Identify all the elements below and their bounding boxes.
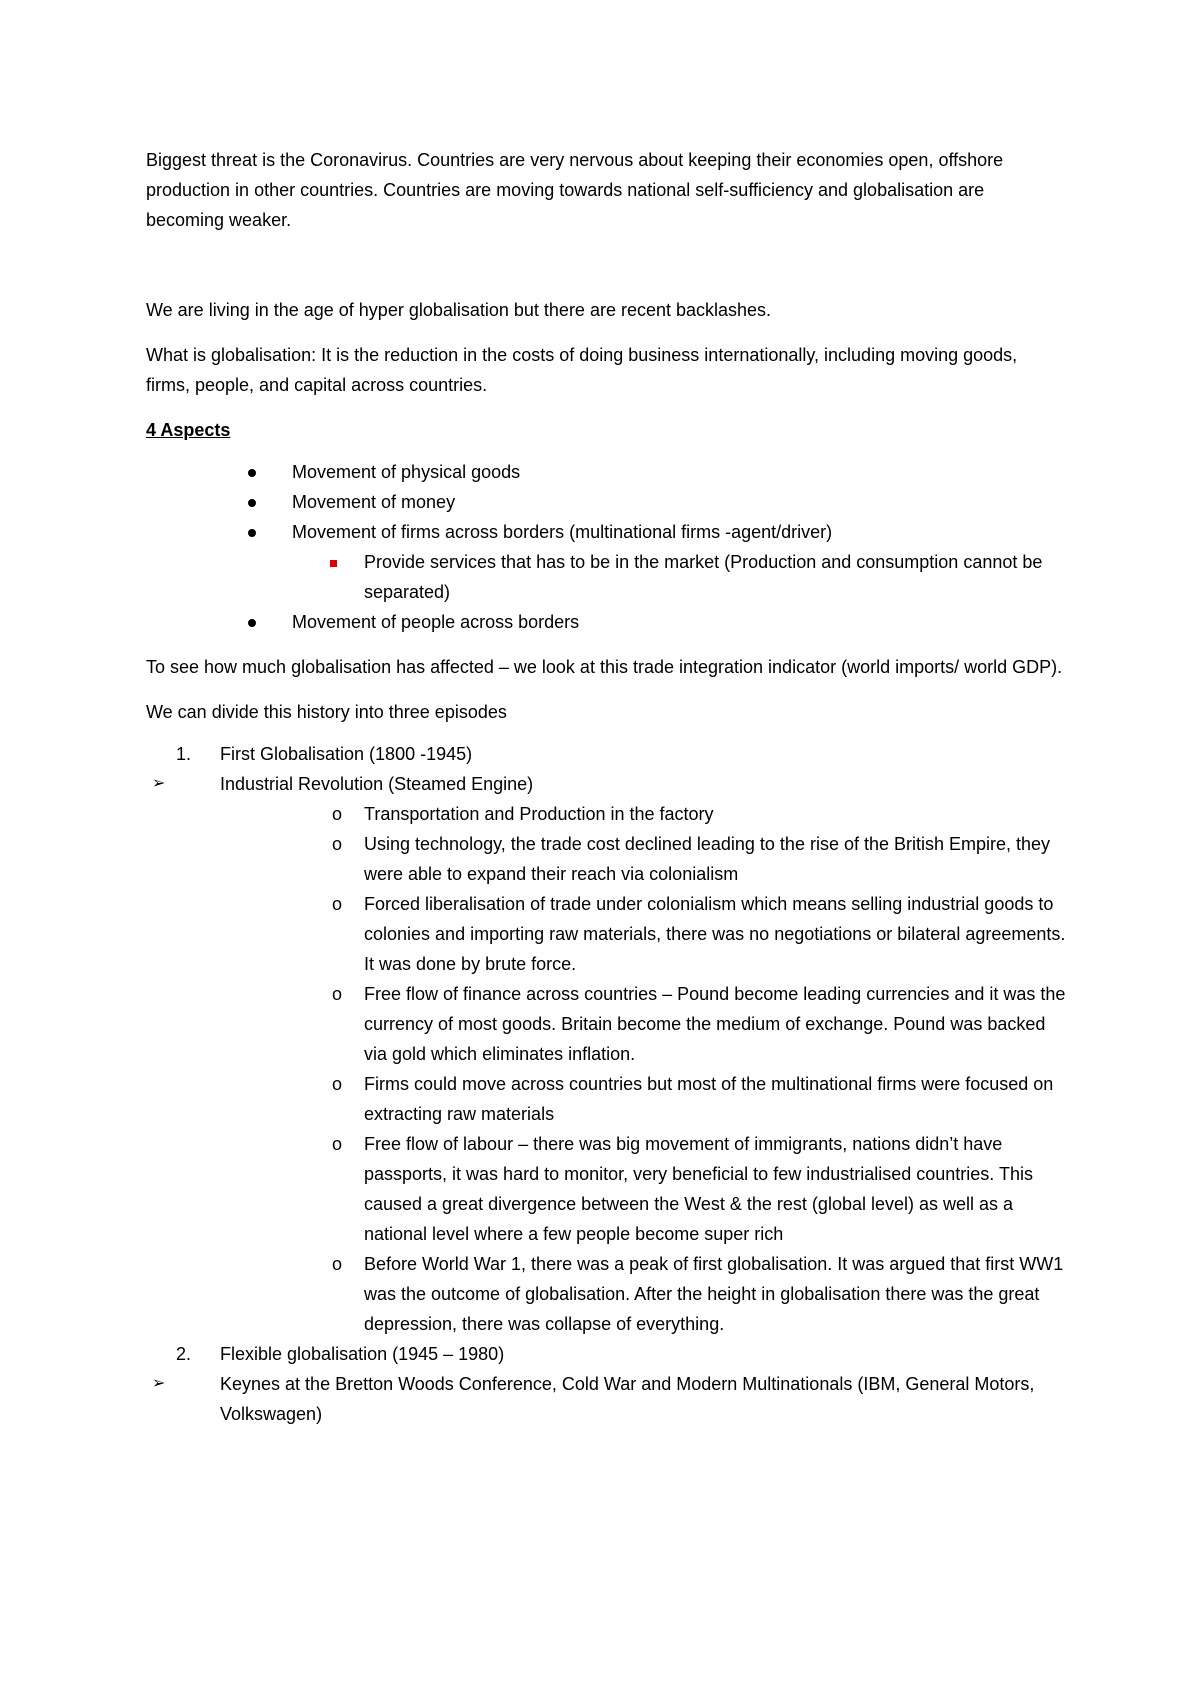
episode-point: o Before World War 1, there was a peak of first globalisation. It was argued that first WW1 was the outcome of globalisation. After the height in globalisation there was the great depression, there was collapse of everything. <box>146 1249 1066 1339</box>
document-body <box>146 145 1066 1429</box>
episode-point: o Firms could move across countries but most of the multinational firms were focused on extracting raw materials <box>146 1069 1066 1129</box>
episode-number: 2. <box>176 1344 192 1364</box>
circle-bullet-icon: o <box>332 1254 343 1274</box>
circle-bullet-icon: o <box>332 804 343 824</box>
episode-point: o Free flow of labour – there was big movement of immigrants, nations didn’t have passports, it was hard to monitor, very beneficial to few industrialised countries. This caused a great divergence between the West & the rest (global level) as well as a national level where a few people become super rich <box>146 1129 1066 1249</box>
heading-aspects: 4 Aspects <box>146 420 231 440</box>
circle-bullet-icon: o <box>332 1134 343 1154</box>
circle-bullet-icon: o <box>332 984 343 1004</box>
episode-point: o Forced liberalisation of trade under colonialism which means selling industrial goods to colonies and importing raw materials, there was no negotiations or bilateral agreements. It was done by brute force. <box>146 889 1066 979</box>
paragraph-trade-indicator: To see how much globalisation has affected – we look at this trade integration indicator (world imports/ world GDP). <box>146 657 1063 677</box>
episode-point: o Free flow of finance across countries – Pound become leading currencies and it was the currency of most goods. Britain become the medium of exchange. Pound was backed via gold which eliminates inflation. <box>146 979 1066 1069</box>
arrow-bullet-icon: ➢ <box>152 775 166 792</box>
aspects-list <box>146 457 1066 637</box>
episode-2: 2. Flexible globalisation (1945 – 1980) <box>146 1339 1066 1369</box>
circle-bullet-icon: o <box>332 894 343 914</box>
paragraph-definition: What is globalisation: It is the reduction in the costs of doing business internationally, including moving goods, firms, people, and capital across countries. <box>146 345 1018 395</box>
episode-2-topic: ➢ Keynes at the Bretton Woods Conference, Cold War and Modern Multinationals (IBM, General Motors, Volkswagen) <box>146 1369 1066 1429</box>
paragraph-hyper-globalisation: We are living in the age of hyper globalisation but there are recent backlashes. <box>146 300 772 320</box>
episode-point: o Transportation and Production in the factory <box>146 799 1066 829</box>
arrow-bullet-icon: ➢ <box>152 1375 166 1392</box>
episode-1-topic: ➢ Industrial Revolution (Steamed Engine) <box>146 769 1066 799</box>
bullet-icon <box>248 517 256 547</box>
list-item: Movement of physical goods <box>146 457 1066 487</box>
episode-number: 1. <box>176 744 192 764</box>
episodes-list <box>146 739 1066 1429</box>
list-item: Movement of firms across borders (multinational firms -agent/driver) <box>146 517 1066 547</box>
sub-list-item: Provide services that has to be in the market (Production and consumption cannot be separated) <box>146 547 1066 607</box>
paragraph-coronavirus: Biggest threat is the Coronavirus. Countries are very nervous about keeping their economies open, offshore production in other countries. Countries are moving towards national self-sufficiency and globalisation are becoming weaker. <box>146 150 1004 230</box>
square-bullet-icon <box>330 547 337 577</box>
paragraph-episodes-intro: We can divide this history into three episodes <box>146 702 507 722</box>
circle-bullet-icon: o <box>332 1074 343 1094</box>
episode-1: 1. First Globalisation (1800 -1945) <box>146 739 1066 769</box>
bullet-icon <box>248 457 256 487</box>
bullet-icon <box>248 607 256 637</box>
list-item: Movement of people across borders <box>146 607 1066 637</box>
circle-bullet-icon: o <box>332 834 343 854</box>
episode-point: o Using technology, the trade cost declined leading to the rise of the British Empire, they were able to expand their reach via colonialism <box>146 829 1066 889</box>
list-item: Movement of money <box>146 487 1066 517</box>
bullet-icon <box>248 487 256 517</box>
